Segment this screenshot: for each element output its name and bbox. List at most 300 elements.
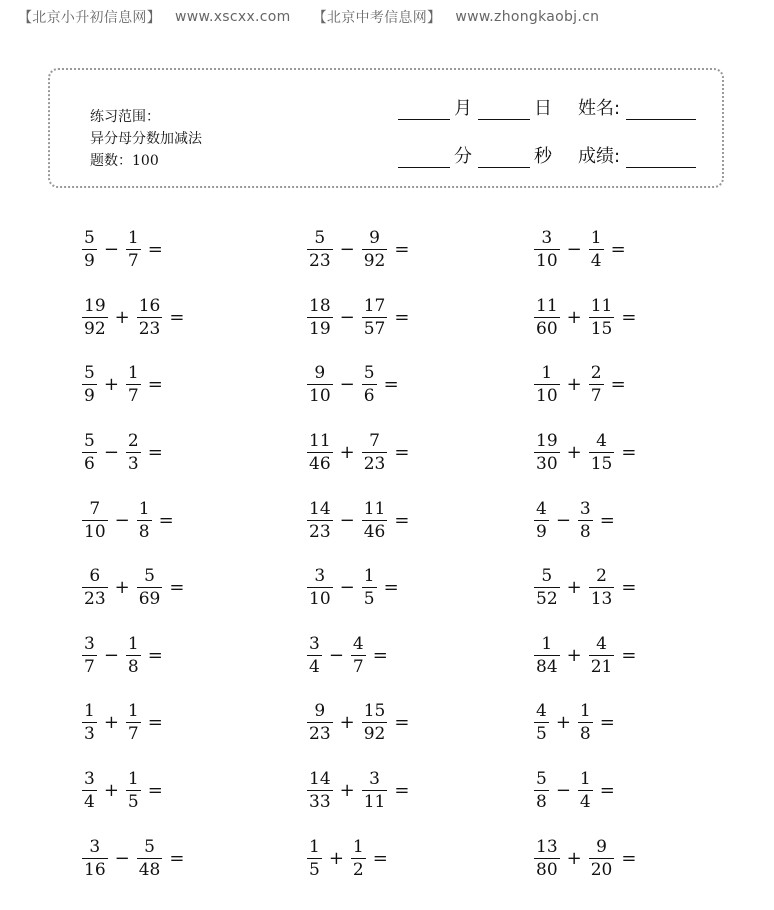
numerator: 15 — [363, 701, 386, 721]
problem-item — [532, 566, 636, 609]
second-fraction — [137, 837, 163, 880]
operator-sign: + — [566, 307, 582, 328]
equals-sign: = — [147, 442, 163, 463]
denominator: 21 — [590, 657, 613, 677]
operator-sign: + — [328, 848, 344, 869]
denominator: 19 — [309, 319, 331, 339]
denominator: 4 — [590, 251, 602, 271]
denominator: 10 — [309, 386, 331, 406]
numerator: 5 — [144, 837, 155, 857]
fraction-bar — [307, 587, 333, 588]
problem-item — [80, 837, 184, 880]
numerator: 3 — [84, 634, 95, 654]
equals-sign: = — [372, 848, 388, 869]
second-fraction — [589, 228, 604, 271]
numerator: 9 — [314, 701, 326, 721]
site-name-xsc: 【北京小升初信息网】 — [18, 10, 161, 26]
operator-sign: + — [114, 307, 130, 328]
second-fraction — [126, 363, 141, 406]
denominator: 33 — [309, 792, 331, 812]
denominator: 57 — [363, 319, 386, 339]
problem-item — [305, 634, 388, 677]
fraction-bar — [307, 858, 322, 859]
denominator: 6 — [84, 454, 95, 474]
operator-sign: + — [566, 577, 582, 598]
fraction-bar — [589, 452, 615, 453]
numerator: 1 — [127, 769, 139, 789]
numerator: 5 — [363, 363, 375, 383]
numerator: 7 — [369, 431, 380, 451]
problem-item — [305, 769, 409, 812]
problem-item — [80, 296, 184, 339]
denominator: 15 — [590, 454, 613, 474]
numerator: 4 — [352, 634, 364, 654]
problem-item — [305, 363, 399, 406]
problem-item — [532, 769, 615, 812]
fraction-bar — [534, 790, 549, 791]
fraction-bar — [362, 587, 377, 588]
denominator: 3 — [84, 724, 95, 744]
first-fraction — [307, 837, 322, 880]
name-label: 姓名: — [578, 98, 621, 119]
equals-sign: = — [169, 577, 185, 598]
second-fraction — [578, 769, 593, 812]
first-fraction — [307, 769, 333, 812]
fraction-bar — [307, 452, 333, 453]
problem-item — [80, 228, 163, 271]
equals-sign: = — [621, 577, 637, 598]
problem-item — [80, 769, 163, 812]
fraction-bar — [351, 655, 366, 656]
numerator: 9 — [596, 837, 607, 857]
equals-sign: = — [394, 510, 410, 531]
problem-item — [80, 499, 174, 542]
problem-item — [305, 228, 409, 271]
problem-item — [80, 566, 184, 609]
fraction-bar — [137, 520, 152, 521]
denominator: 23 — [309, 522, 331, 542]
denominator: 23 — [309, 724, 331, 744]
numerator: 5 — [84, 363, 95, 383]
denominator: 10 — [536, 386, 558, 406]
numerator: 5 — [536, 769, 547, 789]
numerator: 11 — [309, 431, 331, 451]
fraction-bar — [307, 722, 333, 723]
denominator: 8 — [127, 657, 139, 677]
minute-label: 分 — [454, 146, 472, 167]
second-fraction — [362, 228, 388, 271]
problem-item — [532, 499, 615, 542]
fraction-bar — [82, 520, 108, 521]
numerator: 5 — [84, 431, 95, 451]
denominator: 15 — [590, 319, 613, 339]
numerator: 1 — [127, 634, 139, 654]
operator-sign: + — [339, 712, 355, 733]
denominator: 84 — [536, 657, 558, 677]
numerator: 14 — [309, 769, 331, 789]
operator-sign: − — [555, 780, 571, 801]
second-fraction — [137, 566, 163, 609]
fraction-bar — [362, 384, 377, 385]
equals-sign: = — [147, 712, 163, 733]
equals-sign: = — [394, 442, 410, 463]
fraction-bar — [307, 249, 333, 250]
equals-sign: = — [169, 307, 185, 328]
equals-sign: = — [599, 510, 615, 531]
numerator: 1 — [127, 701, 139, 721]
denominator: 4 — [84, 792, 95, 812]
count-value: 100 — [132, 153, 159, 169]
denominator: 46 — [309, 454, 331, 474]
denominator: 23 — [138, 319, 161, 339]
equals-sign: = — [621, 848, 637, 869]
fraction-bar — [578, 520, 593, 521]
fraction-bar — [589, 655, 615, 656]
numerator: 17 — [363, 296, 386, 316]
fraction-bar — [82, 587, 108, 588]
problem-item — [532, 363, 626, 406]
numerator: 2 — [127, 431, 139, 451]
numerator: 14 — [309, 499, 331, 519]
site-url-zk[interactable]: www.zhongkaobj.cn — [455, 9, 600, 25]
operator-sign: + — [566, 442, 582, 463]
equals-sign: = — [147, 374, 163, 395]
denominator: 69 — [138, 589, 161, 609]
denominator: 4 — [309, 657, 320, 677]
second-fraction — [362, 701, 388, 744]
fraction-bar — [351, 858, 366, 859]
numerator: 3 — [579, 499, 591, 519]
fraction-bar — [82, 790, 97, 791]
fraction-bar — [589, 249, 604, 250]
fraction-bar — [137, 317, 163, 318]
problem-item — [532, 228, 626, 271]
day-label: 日 — [534, 98, 552, 119]
denominator: 8 — [579, 724, 591, 744]
first-fraction — [534, 634, 560, 677]
second-fraction — [137, 296, 163, 339]
fraction-bar — [534, 384, 560, 385]
first-fraction — [82, 228, 97, 271]
second-fraction — [578, 499, 593, 542]
second-fraction — [362, 431, 388, 474]
denominator: 13 — [590, 589, 613, 609]
equals-sign: = — [394, 239, 410, 260]
numerator: 11 — [590, 296, 613, 316]
equals-sign: = — [394, 780, 410, 801]
operator-sign: − — [103, 442, 119, 463]
denominator: 8 — [536, 792, 547, 812]
denominator: 92 — [363, 724, 386, 744]
first-fraction — [534, 296, 560, 339]
fraction-bar — [82, 384, 97, 385]
equals-sign: = — [158, 510, 174, 531]
fraction-bar — [126, 249, 141, 250]
fraction-bar — [126, 384, 141, 385]
numerator: 2 — [596, 566, 607, 586]
equals-sign: = — [372, 645, 388, 666]
fraction-bar — [126, 790, 141, 791]
operator-sign: + — [566, 374, 582, 395]
numerator: 1 — [138, 499, 150, 519]
second-fraction — [126, 634, 141, 677]
first-fraction — [534, 431, 560, 474]
denominator: 9 — [84, 386, 95, 406]
second-fraction — [362, 296, 388, 339]
numerator: 1 — [84, 701, 95, 721]
numerator: 3 — [314, 566, 326, 586]
range-label: 练习范围： — [90, 109, 160, 125]
denominator: 20 — [590, 860, 613, 880]
first-fraction — [307, 296, 333, 339]
denominator: 7 — [352, 657, 364, 677]
equals-sign: = — [169, 848, 185, 869]
numerator: 1 — [579, 701, 591, 721]
fraction-bar — [82, 858, 108, 859]
problem-item — [80, 363, 163, 406]
denominator: 80 — [536, 860, 558, 880]
fraction-bar — [82, 722, 97, 723]
fraction-bar — [534, 858, 560, 859]
problem-item — [305, 566, 399, 609]
first-fraction — [82, 296, 108, 339]
denominator: 8 — [579, 522, 591, 542]
fraction-bar — [578, 722, 593, 723]
denominator: 48 — [138, 860, 161, 880]
denominator: 7 — [127, 251, 139, 271]
month-label: 月 — [454, 98, 472, 119]
denominator: 11 — [363, 792, 386, 812]
operator-sign: + — [114, 577, 130, 598]
fraction-bar — [82, 317, 108, 318]
denominator: 92 — [84, 319, 106, 339]
denominator: 52 — [536, 589, 558, 609]
denominator: 10 — [536, 251, 558, 271]
second-fraction — [362, 363, 377, 406]
second-fraction — [362, 566, 377, 609]
denominator: 7 — [127, 386, 139, 406]
first-fraction — [82, 499, 108, 542]
equals-sign: = — [621, 442, 637, 463]
fraction-bar — [137, 587, 163, 588]
problem-item — [532, 634, 636, 677]
numerator: 1 — [127, 363, 139, 383]
denominator: 5 — [536, 724, 547, 744]
equals-sign: = — [394, 307, 410, 328]
fraction-bar — [82, 249, 97, 250]
second-fraction — [126, 431, 141, 474]
equals-sign: = — [147, 780, 163, 801]
first-fraction — [534, 769, 549, 812]
fraction-bar — [362, 722, 388, 723]
denominator: 9 — [536, 522, 547, 542]
first-fraction — [307, 363, 333, 406]
first-fraction — [82, 566, 108, 609]
first-fraction — [534, 701, 549, 744]
second-fraction — [589, 566, 615, 609]
operator-sign: + — [103, 780, 119, 801]
fraction-bar — [307, 520, 333, 521]
problem-item — [305, 837, 388, 880]
denominator: 60 — [536, 319, 558, 339]
denominator: 5 — [363, 589, 375, 609]
problem-item — [80, 701, 163, 744]
numerator: 1 — [579, 769, 591, 789]
denominator: 6 — [363, 386, 375, 406]
denominator: 3 — [127, 454, 139, 474]
fraction-bar — [589, 587, 615, 588]
site-url-xsc[interactable]: www.xscxx.com — [175, 9, 291, 25]
fraction-bar — [126, 655, 141, 656]
first-fraction — [82, 431, 97, 474]
numerator: 3 — [541, 228, 553, 248]
numerator: 1 — [541, 634, 553, 654]
numerator: 7 — [89, 499, 101, 519]
denominator: 5 — [127, 792, 139, 812]
fraction-bar — [126, 722, 141, 723]
numerator: 9 — [314, 363, 326, 383]
denominator: 5 — [309, 860, 320, 880]
operator-sign: + — [103, 374, 119, 395]
first-fraction — [307, 431, 333, 474]
operator-sign: − — [114, 510, 130, 531]
denominator: 23 — [84, 589, 106, 609]
second-fraction — [589, 837, 615, 880]
operator-sign: + — [566, 645, 582, 666]
operator-sign: + — [555, 712, 571, 733]
first-fraction — [534, 228, 560, 271]
fraction-bar — [534, 317, 560, 318]
operator-sign: + — [339, 442, 355, 463]
numerator: 3 — [369, 769, 380, 789]
first-fraction — [307, 634, 322, 677]
operator-sign: − — [339, 307, 355, 328]
operator-sign: − — [339, 239, 355, 260]
operator-sign: − — [328, 645, 344, 666]
fraction-bar — [82, 655, 97, 656]
numerator: 3 — [89, 837, 101, 857]
numerator: 1 — [352, 837, 364, 857]
numerator: 3 — [84, 769, 95, 789]
equals-sign: = — [394, 712, 410, 733]
second-fraction — [126, 701, 141, 744]
second-fraction — [589, 431, 615, 474]
problem-item — [532, 701, 615, 744]
fraction-bar — [534, 655, 560, 656]
first-fraction — [307, 566, 333, 609]
fraction-bar — [534, 722, 549, 723]
fraction-bar — [362, 520, 388, 521]
numerator: 4 — [596, 431, 607, 451]
equals-sign: = — [383, 577, 399, 598]
problem-item — [305, 296, 409, 339]
second-fraction — [362, 499, 388, 542]
operator-sign: − — [555, 510, 571, 531]
problem-item — [305, 499, 409, 542]
problem-item — [80, 431, 163, 474]
equals-sign: = — [147, 645, 163, 666]
first-fraction — [534, 363, 560, 406]
second-fraction — [362, 769, 388, 812]
fraction-bar — [534, 452, 560, 453]
numerator: 1 — [541, 363, 553, 383]
first-fraction — [82, 701, 97, 744]
fraction-bar — [534, 587, 560, 588]
denominator: 10 — [309, 589, 331, 609]
denominator: 30 — [536, 454, 558, 474]
first-fraction — [82, 363, 97, 406]
numerator: 1 — [127, 228, 139, 248]
fraction-bar — [534, 520, 549, 521]
operator-sign: − — [339, 374, 355, 395]
numerator: 13 — [536, 837, 558, 857]
equals-sign: = — [383, 374, 399, 395]
fraction-bar — [589, 858, 615, 859]
denominator: 23 — [309, 251, 331, 271]
operator-sign: + — [339, 780, 355, 801]
fraction-bar — [307, 317, 333, 318]
first-fraction — [307, 499, 333, 542]
first-fraction — [534, 837, 560, 880]
denominator: 4 — [579, 792, 591, 812]
first-fraction — [534, 499, 549, 542]
equals-sign: = — [610, 239, 626, 260]
numerator: 16 — [138, 296, 161, 316]
second-fraction — [351, 634, 366, 677]
operator-sign: − — [339, 510, 355, 531]
equals-sign: = — [610, 374, 626, 395]
operator-sign: + — [103, 712, 119, 733]
denominator: 9 — [84, 251, 95, 271]
denominator: 16 — [84, 860, 106, 880]
first-fraction — [82, 769, 97, 812]
fraction-bar — [534, 249, 560, 250]
problem-item — [532, 837, 636, 880]
numerator: 18 — [309, 296, 331, 316]
fraction-bar — [578, 790, 593, 791]
operator-sign: − — [103, 239, 119, 260]
equals-sign: = — [147, 239, 163, 260]
second-fraction — [589, 296, 615, 339]
first-fraction — [82, 837, 108, 880]
denominator: 7 — [84, 657, 95, 677]
denominator: 92 — [363, 251, 386, 271]
operator-sign: − — [114, 848, 130, 869]
fraction-bar — [307, 384, 333, 385]
numerator: 9 — [369, 228, 380, 248]
denominator: 46 — [363, 522, 386, 542]
second-fraction — [126, 769, 141, 812]
problem-item — [80, 634, 163, 677]
numerator: 4 — [596, 634, 607, 654]
second-fraction — [589, 363, 604, 406]
topic-text: 异分母分数加减法 — [90, 131, 202, 147]
numerator: 1 — [363, 566, 375, 586]
second-label: 秒 — [534, 146, 552, 167]
operator-sign: − — [339, 577, 355, 598]
operator-sign: − — [566, 239, 582, 260]
problem-item — [532, 296, 636, 339]
first-fraction — [307, 701, 333, 744]
fraction-bar — [362, 317, 388, 318]
numerator: 5 — [84, 228, 95, 248]
fraction-bar — [362, 249, 388, 250]
fraction-bar — [362, 790, 388, 791]
denominator: 7 — [127, 724, 139, 744]
fraction-bar — [362, 452, 388, 453]
fraction-bar — [307, 790, 333, 791]
site-name-zk: 【北京中考信息网】 — [312, 10, 442, 26]
